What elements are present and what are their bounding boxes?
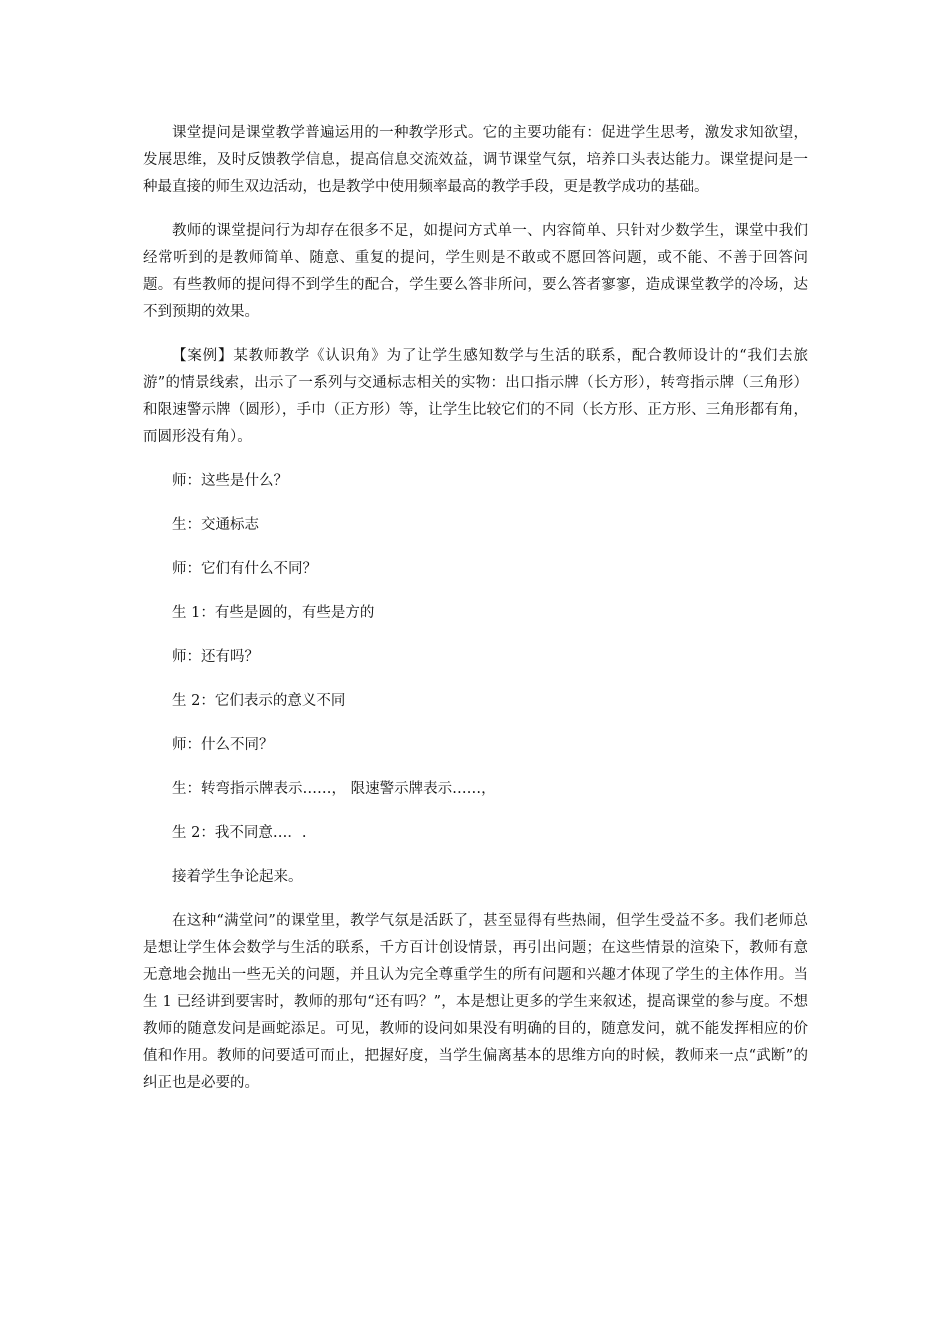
dialogue-section: [143, 468, 808, 891]
dialogue-line: 生：转弯指示牌表示……， 限速警示牌表示……，: [172, 781, 496, 797]
document-page: [143, 120, 808, 1114]
problem-paragraph: 教师的课堂提问行为却存在很多不足，如提问方式单一、内容简单、只针对少数学生，课堂中我们经常听到的是教师简单、随意、重复的提问，学生则是不敢或不愿回答问题，或不能、不善于回答问题。有些教师的提问得不到学生的配合，学生要么答非所问，要么答者寥寥，造成课堂教学的冷场，达不到预期的效果。: [143, 223, 808, 320]
dialogue-line: 师：这些是什么？: [172, 473, 288, 489]
dialogue-line: 生 2：我不同意…．.: [172, 825, 307, 841]
conclusion-paragraph: 在这种“满堂问”的课堂里，教学气氛是活跃了，甚至显得有些热闹，但学生受益不多。我们老师总是想让学生体会数学与生活的联系，千方百计创设情景，再引出问题；在这些情景的渲染下，教师有意无意地会抛出一些无关的问题，并且认为完全尊重学生的所有问题和兴趣才体现了学生的主体作用。当生 1 已经讲到要害时，教师的那句“还有吗？”，本是想让更多的学生来叙述，提高课堂的参与度。不想教师的随意发问是画蛇添足。可见，教师的设问如果没有明确的目的，随意发问，就不能发挥相应的价值和作用。教师的问要适可而止，把握好度，当学生偏离基本的思维方向的时候，教师来一点“武断”的纠正也是必要的。: [143, 913, 808, 1091]
dialogue-line: 生：交通标志: [172, 517, 259, 533]
case-paragraph: 【案例】某教师教学《认识角》为了让学生感知数学与生活的联系，配合教师设计的“我们去旅游”的情景线索，出示了一系列与交通标志相关的实物：出口指示牌（长方形），转弯指示牌（三角形）和限速警示牌（圆形），手巾（正方形）等，让学生比较它们的不同（长方形、正方形、三角形都有角，而圆形没有角）。: [143, 348, 808, 445]
dialogue-line: 生 1：有些是圆的，有些是方的: [172, 605, 375, 621]
dialogue-line: 师：什么不同？: [172, 737, 274, 753]
dialogue-line: 师：它们有什么不同？: [172, 561, 317, 577]
dialogue-line: 师：还有吗？: [172, 649, 259, 665]
dialogue-line: 接着学生争论起来。: [172, 869, 303, 885]
intro-paragraph: 课堂提问是课堂教学普遍运用的一种教学形式。它的主要功能有：促进学生思考，激发求知欲望，发展思维，及时反馈教学信息，提高信息交流效益，调节课堂气氛，培养口头表达能力。课堂提问是一种最直接的师生双边活动，也是教学中使用频率最高的教学手段，更是教学成功的基础。: [143, 125, 808, 195]
dialogue-line: 生 2：它们表示的意义不同: [172, 693, 346, 709]
